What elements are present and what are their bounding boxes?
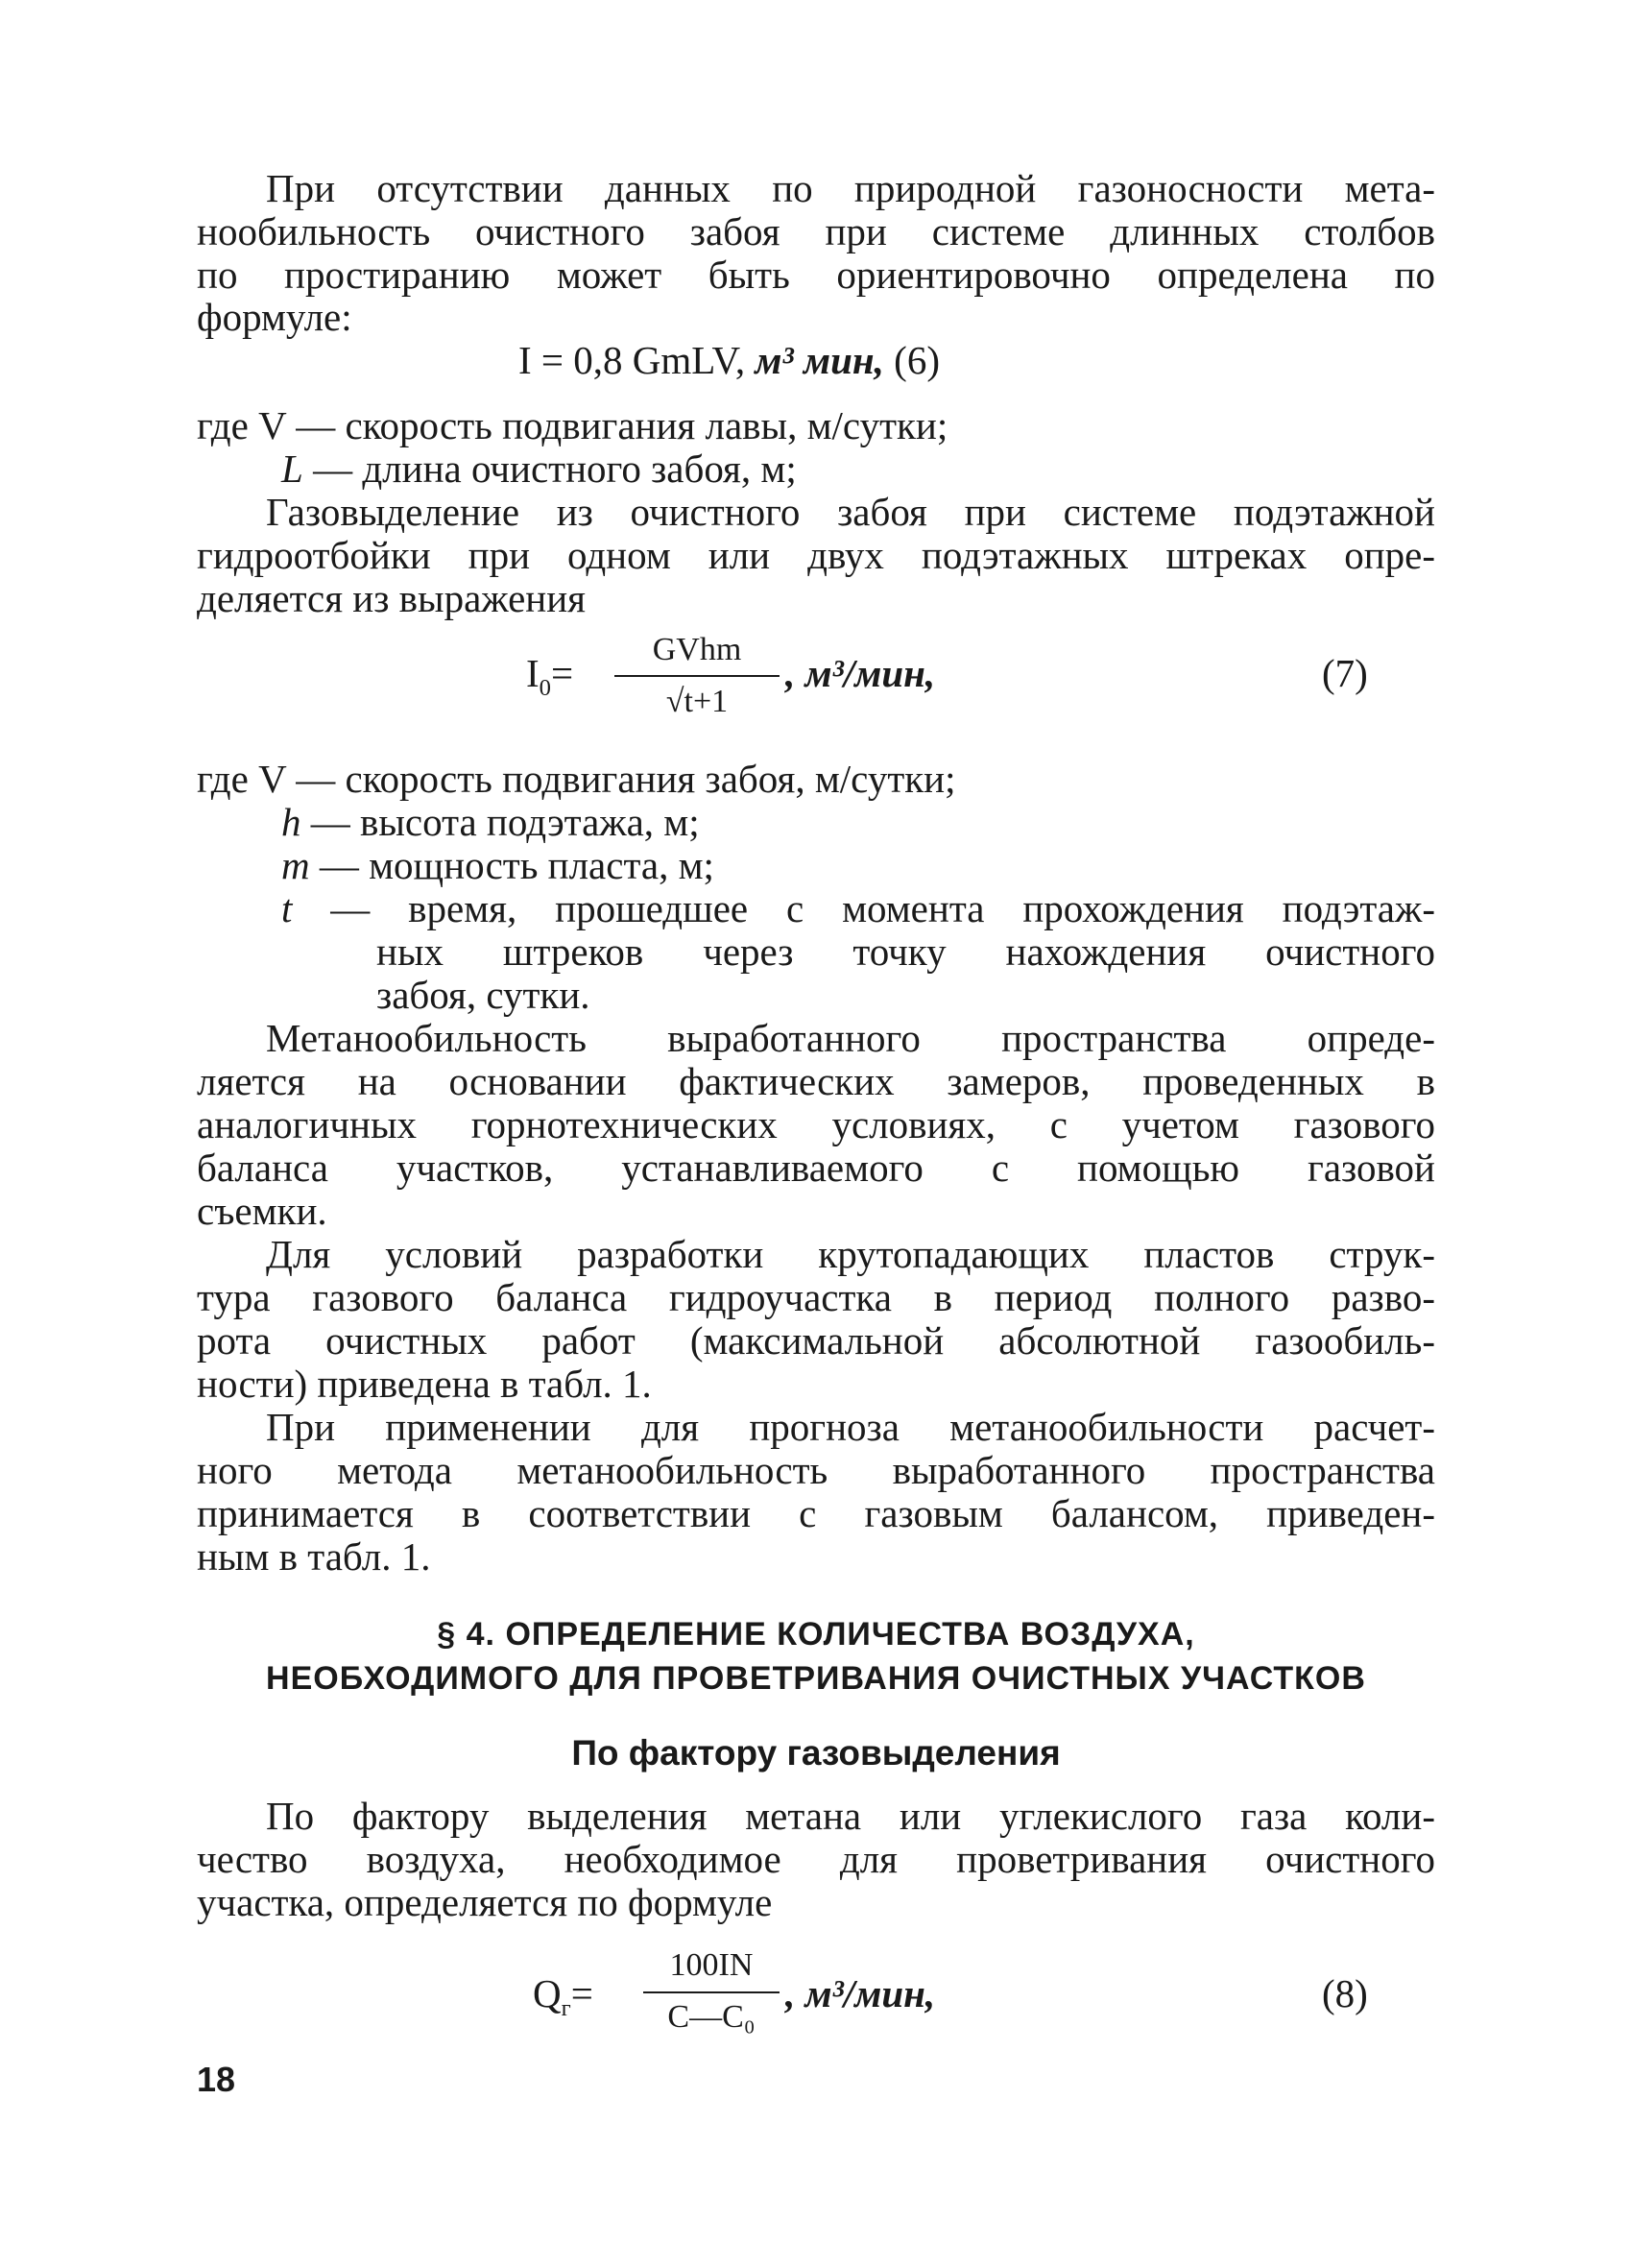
formula-8-number: (8)	[1322, 1971, 1368, 2015]
def7-line-5: ных штреков через точку нахождения очистного	[376, 929, 1435, 974]
para1-line-4: формуле:	[197, 295, 352, 339]
para2-line-2: гидроотбойки при одном или двух подэтажных штреках опре-	[197, 533, 1435, 577]
formula-7-lhs-sub: 0	[539, 675, 551, 702]
para3-line-4: баланса участков, устанавливаемого с помощью газовой	[197, 1146, 1435, 1190]
para4-line-4: ности) приведена в табл. 1.	[197, 1362, 652, 1406]
para1-line-3: по простиранию может быть ориентировочно определена по	[197, 253, 1435, 297]
def7-line-3	[281, 843, 1435, 887]
formula-7-numerator: GVhm	[652, 632, 742, 667]
def-text: — высота подэтажа, м;	[310, 800, 700, 844]
def-symbol: h	[281, 800, 301, 844]
para5-line-4: ным в табл. 1.	[197, 1534, 431, 1579]
section-title-line-1: § 4. ОПРЕДЕЛЕНИЕ КОЛИЧЕСТВА ВОЗДУХА,	[437, 1616, 1195, 1653]
para6-line-3: участка, определяется по формуле	[197, 1880, 773, 1924]
def-symbol: L	[281, 446, 303, 491]
formula-8-lhs-sub: г	[561, 1995, 571, 2022]
formula-7-eq: =	[550, 651, 574, 695]
formula-6	[518, 337, 940, 383]
section-subtitle: По фактору газовыделения	[571, 1733, 1061, 1773]
def-text: — мощность пласта, м;	[319, 843, 714, 887]
formula-8-unit: , м³/мин,	[785, 1971, 936, 2015]
def-prefix: где	[197, 757, 249, 801]
formula-8-numerator: 100IN	[669, 1947, 754, 1983]
section-title-line-2: НЕОБХОДИМОГО ДЛЯ ПРОВЕТРИВАНИЯ ОЧИСТНЫХ УЧАСТКОВ	[266, 1660, 1366, 1697]
def-symbol: m	[281, 843, 310, 887]
formula-6-unit: м³ мин,	[755, 338, 884, 382]
page-number: 18	[197, 2060, 236, 2099]
def-prefix: где	[197, 403, 249, 447]
def7-line-4	[281, 886, 1435, 930]
formula-8-denominator: C—C₀	[667, 1999, 756, 2035]
def-text: — время, прошедшее с момента прохождения подэтаж-	[330, 886, 1435, 930]
para5-line-2: ного метода метанообильность выработанного пространства	[197, 1448, 1435, 1492]
para4-line-1: Для условий разработки крутопадающих пластов струк-	[266, 1232, 1435, 1276]
def-symbol: V	[258, 403, 286, 447]
para1-line-1: При отсутствии данных по природной газоносности мета-	[266, 166, 1435, 210]
def-symbol: t	[281, 886, 293, 930]
para4-line-2: тура газового баланса гидроучастка в период полного разво-	[197, 1275, 1435, 1319]
formula-6-rhs: = 0,8 GmLV,	[540, 338, 746, 382]
para3-line-2: ляется на основании фактических замеров, проведенных в	[197, 1059, 1435, 1103]
para6-line-1: По фактору выделения метана или углекислого газа коли-	[266, 1794, 1435, 1838]
def7-line-2	[281, 800, 1435, 844]
para3-line-5: съемки.	[197, 1189, 327, 1233]
formula-7-denominator: √t+1	[665, 684, 729, 719]
formula-8-fraction-bar	[643, 1991, 780, 1993]
def-text: — длина очистного забоя, м;	[313, 446, 797, 491]
para4-line-3: рота очистных работ (максимальной абсолютной газообиль-	[197, 1318, 1435, 1363]
formula-6-lhs: I	[518, 338, 532, 382]
para1-line-2: нообильность очистного забоя при системе длинных столбов	[197, 209, 1435, 253]
para2-line-3: деляется из выражения	[197, 576, 587, 620]
def7-line-1	[197, 757, 1435, 801]
para6-line-2: чество воздуха, необходимое для проветривания очистного	[197, 1837, 1435, 1881]
formula-8-lhs: $Q_г=$	[533, 1971, 593, 2022]
def6-line-2	[281, 446, 1435, 491]
para5-line-1: При применении для прогноза метанообильности расчет-	[266, 1405, 1435, 1449]
para3-line-1: Метанообильность выработанного пространства опреде-	[266, 1016, 1435, 1060]
formula-7-fraction-bar	[614, 675, 780, 677]
para2-line-1: Газовыделение из очистного забоя при системе подэтажной	[266, 490, 1435, 534]
formula-7-number: (7)	[1322, 651, 1368, 695]
formula-6-number: (6)	[894, 338, 940, 382]
formula-7-unit: , м³/мин,	[785, 651, 936, 695]
def-symbol: V	[258, 757, 286, 801]
formula-8-eq: =	[570, 1971, 593, 2015]
para5-line-3: принимается в соответствии с газовым балансом, приведен-	[197, 1491, 1435, 1535]
def7-line-6: забоя, сутки.	[376, 973, 590, 1017]
def-text: — скорость подвигания забоя, м/сутки;	[296, 757, 956, 801]
para3-line-3: аналогичных горнотехнических условиях, с учетом газового	[197, 1102, 1435, 1146]
formula-7-lhs: $I_0=$	[526, 651, 574, 702]
def-text: — скорость подвигания лавы, м/сутки;	[296, 403, 948, 447]
def6-line-1	[197, 403, 1435, 447]
